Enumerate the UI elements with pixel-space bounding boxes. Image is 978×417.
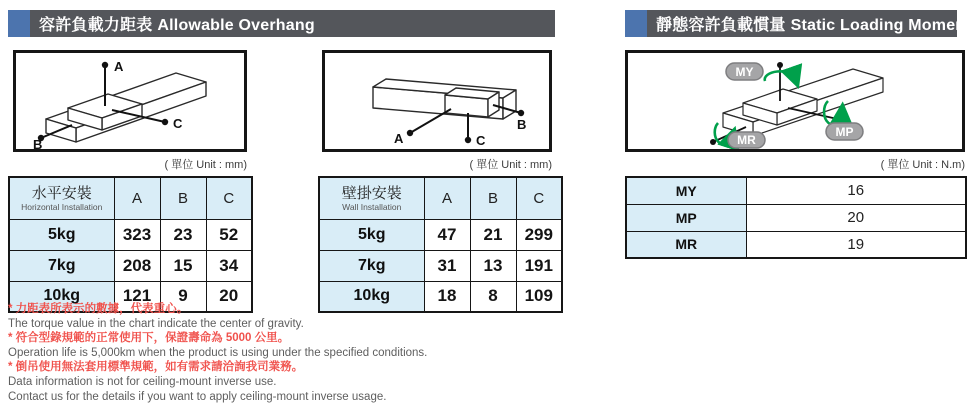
horizontal-installation-diagram-box <box>13 50 247 152</box>
mr-pill-label: MR <box>737 133 756 147</box>
value-b: 15 <box>160 250 206 281</box>
value-c: 109 <box>516 281 562 312</box>
column-header-c: C <box>206 177 252 219</box>
column-header-c: C <box>516 177 562 219</box>
row-label: 10kg <box>319 281 424 312</box>
footnote-line: * 力距表所表示的數據，代表重心。 <box>8 303 189 315</box>
horizontal-installation-diagram <box>16 53 244 149</box>
table-row <box>319 250 562 281</box>
header-accent-square <box>625 10 647 37</box>
value-c: 34 <box>206 250 252 281</box>
column-header-a: A <box>114 177 160 219</box>
value-a: 208 <box>114 250 160 281</box>
wall-installation-table <box>318 176 563 313</box>
moment-value: 16 <box>746 177 966 204</box>
table-title-en: Horizontal Installation <box>21 202 103 213</box>
header-accent-square <box>8 10 30 37</box>
table-row <box>626 177 966 204</box>
value-a: 18 <box>424 281 470 312</box>
allowable-overhang-header <box>8 10 555 37</box>
moment-label: MP <box>626 204 746 231</box>
value-b: 21 <box>470 219 516 250</box>
wall-installation-diagram-box <box>322 50 552 152</box>
table-title-en: Wall Installation <box>342 202 402 213</box>
value-c: 52 <box>206 219 252 250</box>
axis-c-label: C <box>173 116 183 131</box>
row-label: 5kg <box>319 219 424 250</box>
table-title-zh: 壁掛安裝 <box>341 184 402 202</box>
row-label: 10kg <box>9 281 114 312</box>
table-row <box>626 204 966 231</box>
value-c: 191 <box>516 250 562 281</box>
axis-labels <box>394 117 526 148</box>
section-title-zh: 靜態容許負載慣量 <box>656 17 786 34</box>
footnote-line: Contact us for the details if you want to apply ceiling-mount inverse usage. <box>8 390 387 403</box>
value-b: 9 <box>160 281 206 312</box>
value-a: 47 <box>424 219 470 250</box>
table-title-cell <box>319 177 424 219</box>
table-row <box>9 219 252 250</box>
moment-label: MY <box>626 177 746 204</box>
footnotes <box>8 302 568 404</box>
table-row <box>319 219 562 250</box>
rail-drawing <box>46 73 206 142</box>
row-label: 5kg <box>9 219 114 250</box>
table-title-zh: 水平安裝 <box>31 184 92 202</box>
footnote-line: * 符合型錄規範的正常使用下，保證壽命為 5000 公里。 <box>8 332 290 345</box>
moment-label: MR <box>626 231 746 258</box>
section-title <box>656 12 971 35</box>
section-title <box>39 12 315 35</box>
value-c: 299 <box>516 219 562 250</box>
value-c: 20 <box>206 281 252 312</box>
value-b: 23 <box>160 219 206 250</box>
column-header-a: A <box>424 177 470 219</box>
footnote-line: * 倒吊使用無法套用標準規範，如有需求請洽詢我司業務。 <box>8 361 304 374</box>
column-header-b: B <box>470 177 516 219</box>
wall-installation-diagram <box>325 53 549 149</box>
value-a: 31 <box>424 250 470 281</box>
table-row <box>9 250 252 281</box>
row-label: 7kg <box>9 250 114 281</box>
value-b: 8 <box>470 281 516 312</box>
row-label: 7kg <box>319 250 424 281</box>
section-title-en: Static Loading Moment <box>790 17 971 34</box>
moment-diagram <box>628 53 962 149</box>
section-title-zh: 容許負載力距表 <box>39 17 153 34</box>
value-a: 121 <box>114 281 160 312</box>
table-row <box>626 231 966 258</box>
value-a: 323 <box>114 219 160 250</box>
axis-c-label: C <box>476 133 486 148</box>
section-title-en: Allowable Overhang <box>157 17 315 34</box>
mp-pill-label: MP <box>835 125 854 139</box>
value-b: 13 <box>470 250 516 281</box>
unit-label-mm-2: ( 單位 Unit : mm) <box>469 159 552 171</box>
axis-a-label: A <box>394 131 404 146</box>
unit-label-nm: ( 單位 Unit : N.m) <box>880 159 965 171</box>
table-title-cell <box>9 177 114 219</box>
moment-value: 19 <box>746 231 966 258</box>
axis-b-label: B <box>517 117 527 132</box>
my-pill-label: MY <box>735 65 754 79</box>
axis-b-label: B <box>33 137 43 149</box>
horizontal-installation-table <box>8 176 253 313</box>
footnote-line: Operation life is 5,000km when the product is using under the specified conditions. <box>8 346 428 359</box>
moment-diagram-box <box>625 50 965 152</box>
column-header-b: B <box>160 177 206 219</box>
unit-label-mm-1: ( 單位 Unit : mm) <box>164 159 247 171</box>
axis-a-label: A <box>114 59 124 74</box>
moment-value: 20 <box>746 204 966 231</box>
footnote-line: Data information is not for ceiling-mount inverse use. <box>8 375 277 388</box>
footnote-line: The torque value in the chart indicate the center of gravity. <box>8 317 304 330</box>
static-loading-moment-header <box>625 10 971 37</box>
static-loading-moment-table <box>625 176 967 259</box>
